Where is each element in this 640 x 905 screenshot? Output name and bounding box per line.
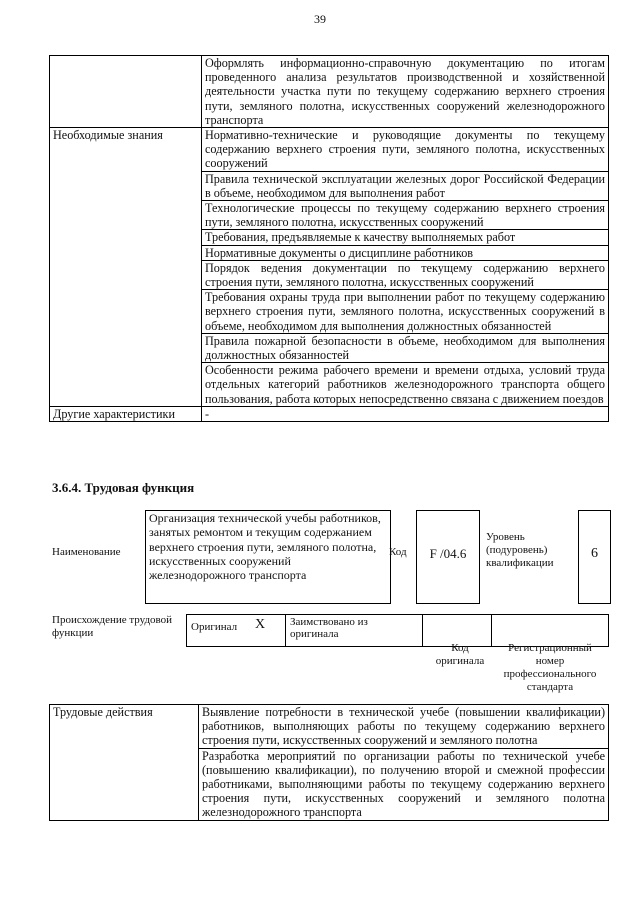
level-label: Уровень (подуровень) квалификации	[486, 531, 554, 569]
knowledge-item: Правила технической эксплуатации железных дорог Российской Федерации в объеме, необходимом для выполнения работ	[202, 171, 609, 200]
action-item: Разработка мероприятий по организации работы по технической учебе (повышению квалификации), по получению второй и смежной профессии работниками, выполняющими работы по текущему содержанию верхнего строения пути, искусственных сооружений и земляного полотна железнодорожного транспорта	[199, 748, 609, 820]
knowledge-item: Порядок ведения документации по текущему содержанию верхнего строения пути, земляного полотна, искусственных сооружений	[202, 260, 609, 289]
knowledge-item: Требования, предъявляемые к качеству выполняемых работ	[202, 230, 609, 245]
code-label: Код	[389, 546, 407, 558]
action-item: Выявление потребности в технической учебе (повышении квалификации) работников, выполняющих работы по текущему содержанию верхнего строения пути, искусственных сооружений и земляного полотна	[199, 705, 609, 749]
other-label: Другие характеристики	[50, 406, 202, 421]
knowledge-item: Нормативно-технические и руководящие документы по текущему содержанию верхнего строения пути, земляного полотна, искусственных сооружений	[202, 128, 609, 172]
knowledge-item: Нормативные документы о дисциплине работников	[202, 245, 609, 260]
actions-label: Трудовые действия	[50, 705, 199, 821]
actions-table	[49, 704, 609, 821]
level-value: 6	[591, 546, 598, 561]
page-number: 39	[314, 12, 326, 26]
original-mark: X	[251, 615, 286, 647]
borrowed-label: Заимствовано из оригинала	[286, 615, 423, 647]
knowledge-item: Особенности режима рабочего времени и времени отдыха, условий труда отдельных категорий работников железнодорожного транспорта общего пользования, работа которых непосредственно связана с движением поездов	[202, 363, 609, 407]
code-caption: Код оригинала	[435, 642, 485, 667]
origin-label: Происхождение трудовой функции	[52, 614, 173, 639]
knowledge-item: Технологические процессы по текущему содержанию верхнего строения пути, земляного полотна, искусственных сооружений	[202, 201, 609, 230]
level-box	[578, 510, 611, 604]
original-label: Оригинал	[187, 615, 252, 647]
name-label: Наименование	[52, 546, 121, 558]
section-title: 3.6.4. Трудовая функция	[52, 480, 195, 495]
code-box	[416, 510, 480, 604]
first-row-text: Оформлять информационно-справочную документацию по итогам проведенного анализа результатов производственной и хозяйственной деятельности участка пути по текущему содержанию верхнего строения пути, земляного полотна, искусственных сооружений железнодорожного транспорта	[202, 56, 609, 128]
knowledge-item: Требования охраны труда при выполнении работ по текущему содержанию верхнего строения пути, земляного полотна, искусственных сооружений в объеме, необходимом для выполнения должностных обязанностей	[202, 290, 609, 334]
knowledge-item: Правила пожарной безопасности в объеме, необходимом для выполнения должностных обязанностей	[202, 333, 609, 362]
top-table	[49, 55, 609, 422]
knowledge-label: Необходимые знания	[50, 128, 202, 407]
empty-label-cell	[50, 56, 202, 128]
name-value: Организация технической учебы работников, занятых ремонтом и текущим содержанием верхнего строения пути, земляного полотна, искусственных сооружений железнодорожного транспорта	[145, 510, 391, 604]
reg-caption: Регистрационный номер профессионального стандарта	[503, 642, 597, 693]
code-value: F /04.6	[429, 546, 467, 561]
other-value: -	[202, 406, 609, 421]
